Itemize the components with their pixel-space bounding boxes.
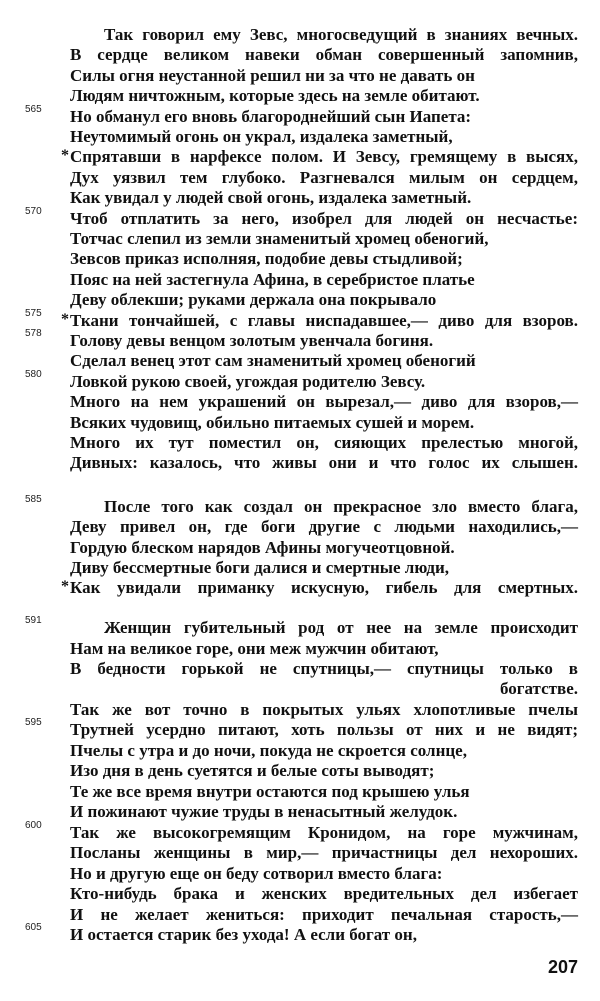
verse-text: Диву бессмертные боги далися и смертные люди, (70, 557, 450, 577)
verse-text: Как увидал у людей свой огонь, издалека заметный. (70, 188, 472, 208)
verse-text: Тотчас слепил из земли знаменитый хромец обеногий, (70, 229, 489, 248)
verse-text: Гордую блеском нарядов Афины могучеотцовной. (70, 537, 455, 557)
verse-line (70, 659, 578, 679)
verse-line (70, 66, 578, 86)
verse-text: Ткани тончайшей, с главы ниспадавшее,— диво для взоров. (70, 310, 578, 330)
verse-line (70, 107, 578, 127)
verse-line (70, 538, 578, 558)
verse-text: Нам на великое горе, они меж мужчин обитают, (70, 638, 439, 658)
verse-line (70, 700, 578, 720)
verse-text: И пожинают чужие труды в ненасытный желудок. (70, 802, 458, 822)
verse-text: Так же вот точно в покрытых ульях хлопотливые пчелы (70, 699, 578, 719)
asterisk-marker: * (61, 310, 69, 328)
verse-line (70, 413, 578, 433)
line-number: 605 (25, 922, 42, 933)
verse-text: После того как создал он прекрасное зло вместо блага, (104, 497, 578, 516)
page-number: 207 (548, 957, 579, 977)
verse-text: Неутомимый огонь он украл, издалека заметный, (70, 127, 453, 146)
verse-line (70, 86, 578, 106)
verse-line (70, 229, 578, 249)
verse-text: Те же все время внутри остаются под крышею улья (70, 781, 470, 801)
line-number: 600 (25, 819, 42, 831)
verse-line (70, 761, 578, 781)
line-number: 591 (25, 615, 42, 626)
verse-line (70, 45, 578, 65)
verse-text: И не желает жениться: приходит печальная старость,— (70, 904, 578, 924)
verse-line (70, 497, 578, 517)
verse-line (70, 290, 578, 310)
verse-line (70, 925, 578, 945)
line-number: 575 (25, 307, 42, 319)
verse-line (70, 843, 578, 863)
verse-text: Силы огня неустанной решил ни за что не давать он (70, 65, 475, 85)
verse-text: Изо дня в день суетятся и белые соты выводят; (70, 761, 435, 781)
verse-line (70, 392, 578, 412)
verse-line (70, 127, 578, 147)
line-number: 565 (25, 103, 42, 115)
line-number: 580 (25, 368, 42, 380)
verse-text: В бедности горькой не спутницы,— спутницы только в (70, 658, 578, 678)
verse-line (61, 310, 578, 331)
verse-text: В сердце великом навеки обман совершенный запомнив, (70, 45, 578, 65)
verse-line (70, 802, 578, 822)
verse-line (70, 558, 578, 578)
verse-line (70, 679, 578, 699)
verse-text: Много на нем украшений он вырезал,— диво для взоров,— (70, 392, 578, 412)
verse-text: Голову девы венцом золотым увенчала богиня. (70, 331, 434, 350)
verse-text: Трутней усердно питают, хоть пользы от них и не видят; (70, 720, 578, 740)
verse-text: Так говорил ему Зевс, многосведущий в знаниях вечных. (104, 25, 578, 44)
verse-text: Посланы женщины в мир,— причастницы дел нехороших. (70, 843, 578, 863)
verse-text: Спрятавши в нарфексе полом. И Зевсу, гремящему в высях, (70, 147, 578, 167)
verse-line (70, 782, 578, 802)
verse-line (70, 188, 578, 208)
verse-text: Как увидали приманку искусную, гибель для смертных. (70, 578, 578, 598)
verse-text: Дух уязвил тем глубоко. Разгневался милым он сердцем, (70, 167, 578, 187)
verse-text: Много их тут поместил он, сияющих прелестью многой, (70, 433, 578, 452)
verse-text: Ловкой рукою своей, угождая родителю Зевсу. (70, 371, 426, 391)
verse-line (70, 517, 578, 537)
verse-text: И остается старик без ухода! А если богат он, (70, 925, 417, 944)
verse-text: Кто-нибудь брака и женских вредительных дел избегает (70, 884, 578, 904)
verse-line (70, 331, 578, 351)
verse-line (70, 25, 578, 45)
verse-line (61, 578, 578, 598)
verse-line (70, 372, 578, 392)
verse-line (70, 864, 578, 884)
asterisk-marker: * (61, 147, 69, 165)
verse-line (70, 905, 578, 925)
verse-text: Пояс на ней застегнула Афина, в серебристое платье (70, 269, 475, 289)
line-number: 570 (25, 205, 42, 217)
verse-text: Сделал венец этот сам знаменитый хромец обеногий (70, 351, 476, 371)
verse-line (70, 351, 578, 371)
verse-text: Но обманул его вновь благороднейший сын Иапета: (70, 106, 472, 126)
verse-text: Так же высокогремящим Кронидом, на горе мужчинам, (70, 822, 578, 842)
line-number: 578 (25, 328, 42, 339)
verse-text: богатстве. (500, 679, 578, 699)
verse-line (70, 639, 578, 659)
verse-text: Всяких чудовищ, обильно питаемых сушей и морем. (70, 412, 475, 432)
asterisk-marker: * (61, 578, 69, 596)
verse-text: Зевсов приказ исполняя, подобие девы стыдливой; (70, 249, 463, 269)
verse-line (70, 433, 578, 453)
verse-line (70, 209, 578, 229)
verse-line (70, 741, 578, 761)
verse-line (70, 249, 578, 269)
verse-line (70, 453, 578, 473)
verse-text: Женщин губительный род от нее на земле происходит (104, 618, 578, 637)
verse-text: Дивных: казалось, что живы они и что голос их слышен. (70, 453, 578, 473)
verse-text: Но и другую еще он беду сотворил вместо блага: (70, 863, 443, 883)
verse-line (70, 884, 578, 904)
verse-text: Людям ничтожным, которые здесь на земле обитают. (70, 86, 480, 106)
verse-line (70, 720, 578, 740)
verse-text: Деву привел он, где боги другие с людьми находились,— (70, 517, 578, 537)
line-number: 595 (25, 717, 42, 729)
verse-text: Чтоб отплатить за него, изобрел для людей он несчастье: (70, 208, 578, 228)
line-number: 585 (25, 494, 42, 505)
verse-text: Деву облекши; руками держала она покрывало (70, 290, 437, 310)
verse-text: Пчелы с утра и до ночи, покуда не скроется солнце, (70, 740, 467, 760)
verse-line (70, 823, 578, 843)
verse-line (70, 270, 578, 290)
verse-line (70, 618, 578, 638)
verse-line (70, 168, 578, 188)
verse-line (61, 147, 578, 167)
